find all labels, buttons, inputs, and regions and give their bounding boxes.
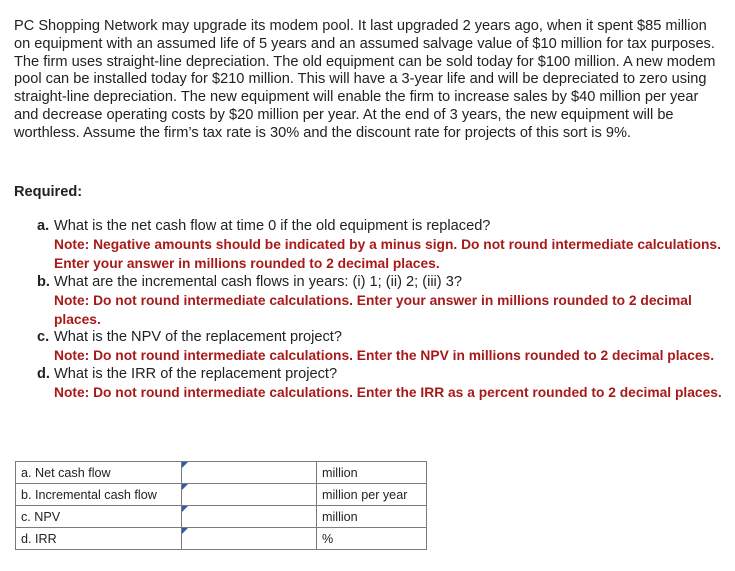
- question-b: [37, 274, 732, 330]
- answer-cell[interactable]: [182, 528, 317, 550]
- question-text: What is the net cash flow at time 0 if the old equipment is replaced?: [54, 218, 491, 234]
- question-list: [37, 218, 732, 403]
- answer-label: b. Incremental cash flow: [16, 484, 182, 506]
- answer-table: [15, 461, 427, 550]
- cell-marker-icon: [182, 484, 188, 490]
- question-d: [37, 366, 732, 403]
- question-letter: c.: [37, 329, 50, 346]
- answer-label: c. NPV: [16, 506, 182, 528]
- answer-row-incremental-cash-flow: [16, 484, 427, 506]
- cell-marker-icon: [182, 462, 188, 468]
- question-c: [37, 329, 732, 366]
- npv-input[interactable]: [187, 506, 311, 527]
- question-note: Note: Do not round intermediate calculations. Enter the NPV in millions rounded to 2 decimal places.: [54, 348, 715, 364]
- answer-unit: million: [317, 506, 427, 528]
- question-note: Note: Negative amounts should be indicated by a minus sign. Do not round intermediate calculations. Enter your answer in millions rounded to 2 decimal places.: [54, 236, 721, 271]
- answer-label: a. Net cash flow: [16, 462, 182, 484]
- question-note: Note: Do not round intermediate calculations. Enter the IRR as a percent rounded to 2 decimal places.: [54, 385, 722, 401]
- cell-marker-icon: [182, 528, 188, 534]
- problem-statement: PC Shopping Network may upgrade its modem pool. It last upgraded 2 years ago, when it spent $85 million on equipment with an assumed life of 5 years and an assumed salvage value of $10 million for tax purposes. The firm uses straight-line depreciation. The old equipment can be sold today for $100 million. A new modem pool can be installed today for $210 million. This will have a 3-year life and will be depreciated to zero using straight-line depreciation. The new equipment will enable the firm to increase sales by $40 million per year and decrease operating costs by $20 million per year. At the end of 3 years, the new equipment will be worthless. Assume the firm’s tax rate is 30% and the discount rate for projects of this sort is 9%.: [14, 18, 716, 141]
- answer-label: d. IRR: [16, 528, 182, 550]
- answer-row-net-cash-flow: [16, 462, 427, 484]
- cell-marker-icon: [182, 506, 188, 512]
- answer-row-irr: [16, 528, 427, 550]
- answer-unit: %: [317, 528, 427, 550]
- answer-row-npv: [16, 506, 427, 528]
- answer-unit: million: [317, 462, 427, 484]
- question-letter: d.: [37, 366, 50, 383]
- answer-cell[interactable]: [182, 462, 317, 484]
- question-text: What are the incremental cash flows in years: (i) 1; (ii) 2; (iii) 3?: [54, 273, 462, 290]
- question-note: Note: Do not round intermediate calculations. Enter your answer in millions rounded to 2 decimal places.: [54, 292, 692, 327]
- question-text: What is the IRR of the replacement project?: [54, 366, 338, 383]
- required-heading: Required:: [14, 184, 83, 200]
- net-cash-flow-input[interactable]: [187, 462, 311, 483]
- question-text: What is the NPV of the replacement project?: [54, 329, 342, 346]
- answer-unit: million per year: [317, 484, 427, 506]
- irr-input[interactable]: [187, 528, 311, 549]
- answer-cell[interactable]: [182, 506, 317, 528]
- question-a: [37, 218, 732, 274]
- answer-cell[interactable]: [182, 484, 317, 506]
- question-letter: b.: [37, 273, 50, 290]
- question-letter: a.: [37, 218, 50, 234]
- incremental-cash-flow-input[interactable]: [187, 484, 311, 505]
